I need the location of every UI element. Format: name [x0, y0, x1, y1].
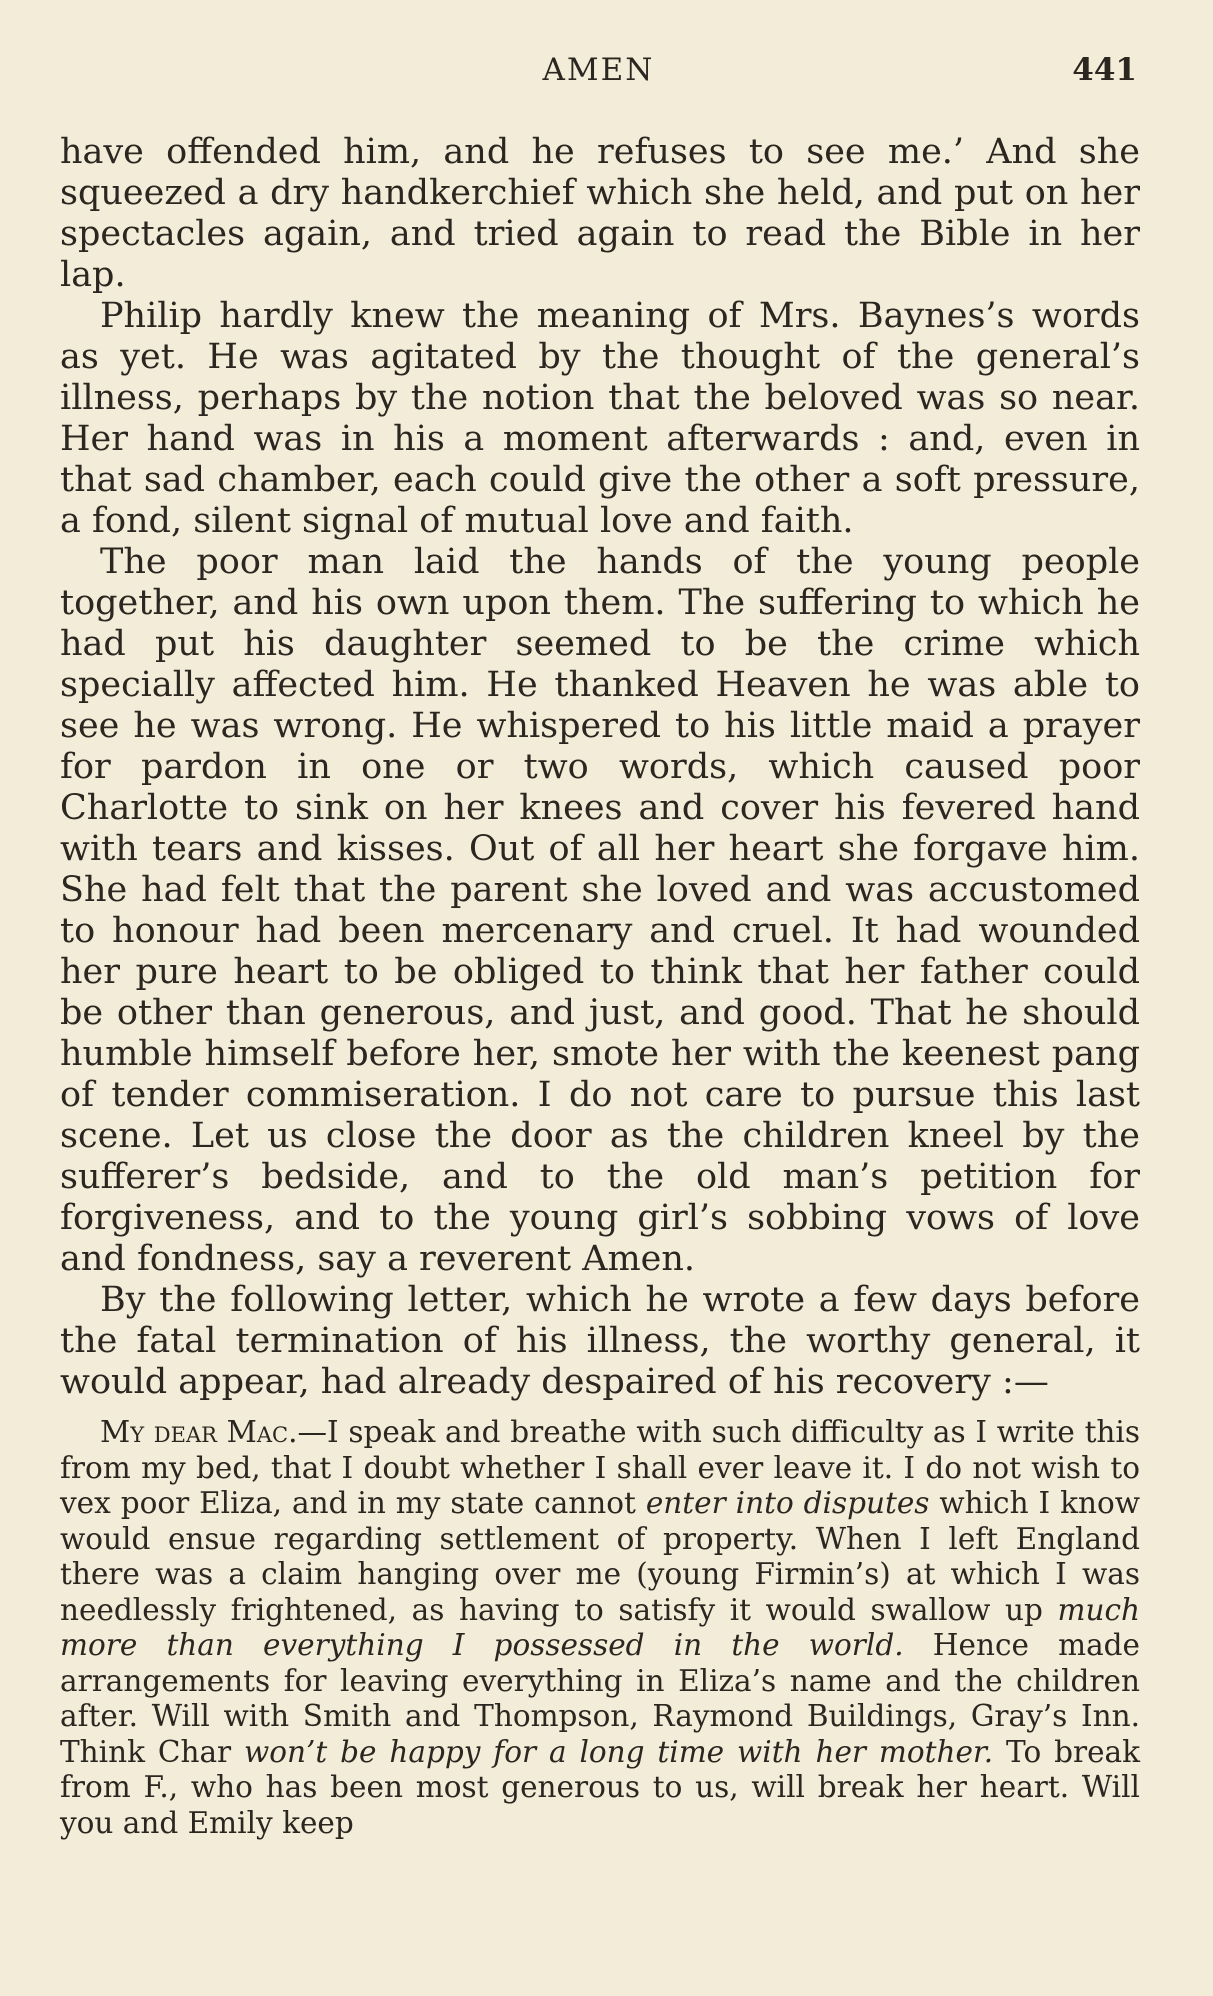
letter-text-1: —I speak and breathe with such difficulty as I write this from my bed, that I doubt whether I shall ever leave it. I do not wish to vex poor Eliza, and in my state cannot — [60, 1415, 1140, 1520]
letter-text-3: Hence made arrangements for leaving everything in Eliza’s name and the children after. Will with Smith and Thompson, Raymond Buildings, Gray’s Inn. Think Char — [60, 1628, 1140, 1769]
paragraph-4: By the following letter, which he wrote a few days before the fatal termination of his illness, the worthy general, it would appear, had already despaired of his recovery :— — [60, 1280, 1140, 1402]
letter-italic-1: enter into disputes — [645, 1486, 930, 1520]
letter-text-2: which I know would ensue regarding settlement of property. When I left England there was a claim hanging over me (young Firmin’s) at which I was needlessly frightened, as having to satisfy it would swallow up — [60, 1486, 1140, 1627]
letter-italic-2: much more than everything I possessed in the world. — [60, 1592, 1140, 1662]
letter-salutation: My dear Mac. — [100, 1415, 298, 1449]
letter-italic-3: won’t be happy for a long time with her mother. — [244, 1734, 994, 1769]
running-title: AMEN — [542, 52, 655, 88]
page-header — [60, 52, 1137, 96]
letter-quote — [60, 1415, 1140, 1841]
letter-text-4: To break from F., who has been most generous to us, will break her heart. Will you and Emily keep — [60, 1734, 1140, 1840]
paragraph-2: Philip hardly knew the meaning of Mrs. Baynes’s words as yet. He was agitated by the thought of the general’s illness, perhaps by the notion that the beloved was so near. Her hand was in his a moment afterwards : and, even in that sad chamber, each could give the other a soft pressure, a fond, silent signal of mutual love and faith. — [60, 296, 1140, 541]
body-text — [60, 132, 1140, 1871]
paragraph-3: The poor man laid the hands of the young people together, and his own upon them. The suffering to which he had put his daughter seemed to be the crime which specially affected him. He thanked Heaven he was able to see he was wrong. He whispered to his little maid a prayer for pardon in one or two words, which caused poor Charlotte to sink on her knees and cover his fevered hand with tears and kisses. Out of all her heart she forgave him. She had felt that the parent she loved and was accustomed to honour had been mercenary and cruel. It had wounded her pure heart to be obliged to think that her father could be other than generous, and just, and good. That he should humble himself before her, smote her with the keenest pang of tender commiseration. I do not care to pursue this last scene. Let us close the door as the children kneel by the sufferer’s bedside, and to the old man’s petition for forgiveness, and to the young girl’s sobbing vows of love and fondness, say a reverent Amen. — [60, 542, 1140, 1279]
page-number: 441 — [1072, 52, 1137, 88]
paragraph-1: have offended him, and he refuses to see me.’ And she squeezed a dry handkerchief which she held, and put on her spectacles again, and tried again to read the Bible in her lap. — [60, 132, 1140, 295]
